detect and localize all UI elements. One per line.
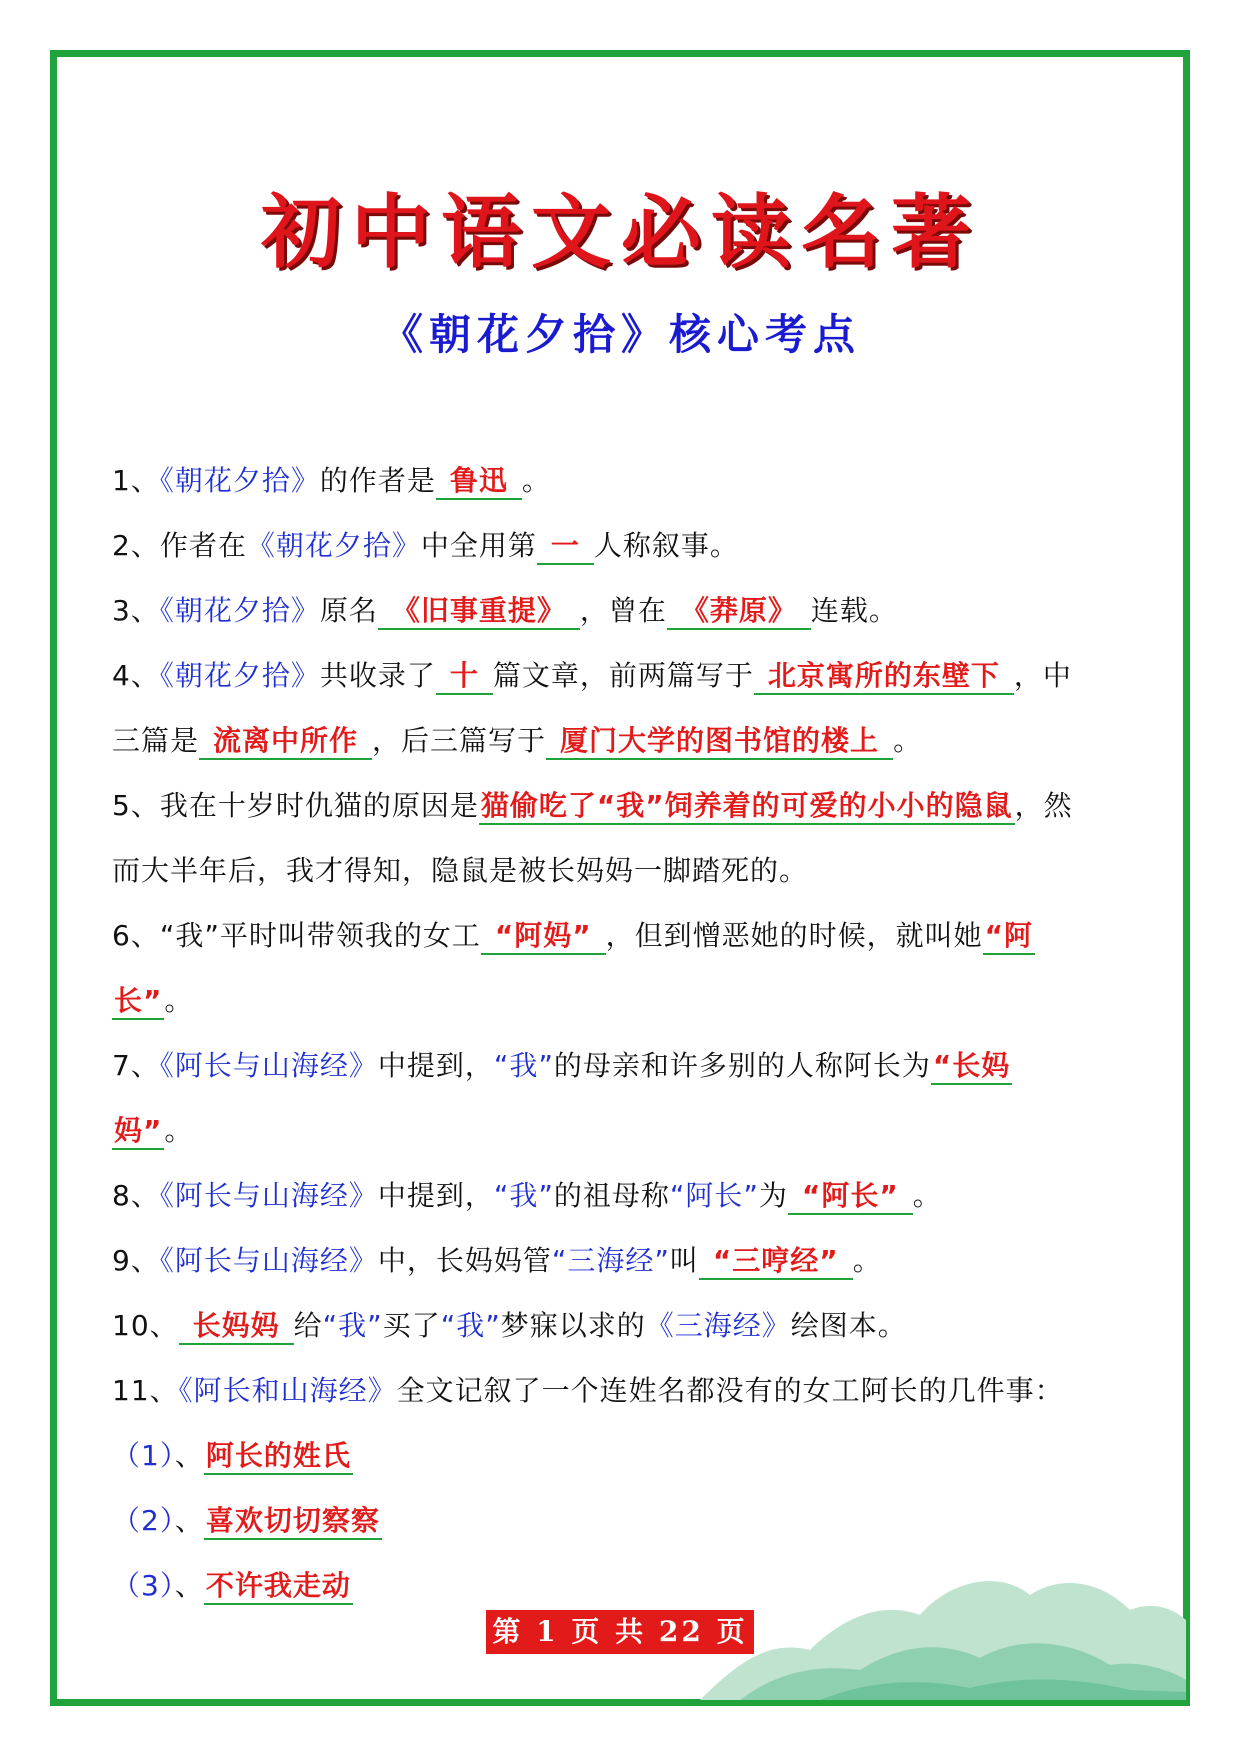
book-title: 《阿长与山海经》 — [159, 1244, 378, 1277]
question-8: 8、《阿长与山海经》中提到，“我”的祖母称“阿长”为 “阿长” 。 — [112, 1163, 1142, 1228]
mountain-decoration — [700, 1540, 1186, 1700]
page-subtitle: 《朝花夕拾》核心考点 — [380, 310, 861, 359]
answer-blank: 鲁迅 — [436, 464, 522, 500]
question-9: 9、《阿长与山海经》中，长妈妈管“三海经”叫 “三哼经” 。 — [112, 1228, 1142, 1293]
book-title: 《朝花夕拾》 — [159, 659, 320, 692]
answer-blank: 北京寓所的东壁下 — [754, 659, 1014, 695]
book-title: 《三海经》 — [645, 1309, 791, 1342]
answer-blank: “三哼经” — [699, 1244, 853, 1280]
answer-blank: 厦门大学的图书馆的楼上 — [546, 724, 893, 760]
question-10: 10、 长妈妈 给“我”买了“我”梦寐以求的《三海经》绘图本。 — [112, 1293, 1142, 1358]
sub-item-2: （2）、喜欢切切察察 — [112, 1488, 1142, 1553]
question-3: 3、《朝花夕拾》原名 《旧事重提》 ，曾在 《莽原》 连载。 — [112, 578, 1142, 643]
question-list — [112, 448, 1142, 1618]
question-6: 6、“我”平时叫带领我的女工 “阿妈” ，但到憎恶她的时候，就叫她“阿 — [112, 903, 1142, 968]
question-4-cont: 三篇是 流离中所作 ，后三篇写于 厦门大学的图书馆的楼上 。 — [112, 708, 1142, 773]
question-2: 2、作者在《朝花夕拾》中全用第 一 人称叙事。 — [112, 513, 1142, 578]
answer-blank: 猫偷吃了“我”饲养着的可爱的小小的隐鼠 — [479, 789, 1015, 825]
sub-item-1: （1）、阿长的姓氏 — [112, 1423, 1142, 1488]
book-title: 《阿长与山海经》 — [159, 1049, 378, 1082]
question-1: 1、《朝花夕拾》的作者是 鲁迅 。 — [112, 448, 1142, 513]
book-title: 《朝花夕拾》 — [159, 464, 320, 497]
question-7: 7、《阿长与山海经》中提到，“我”的母亲和许多别的人称阿长为“长妈 — [112, 1033, 1142, 1098]
answer-blank: 《旧事重提》 — [378, 594, 580, 630]
book-title: 《朝花夕拾》 — [246, 529, 421, 562]
answer-blank: 十 — [436, 659, 493, 695]
answer-blank: “阿妈” — [481, 919, 606, 955]
question-6-cont: 长”。 — [112, 968, 1142, 1033]
question-7-cont: 妈”。 — [112, 1098, 1142, 1163]
page-title: 初中语文必读名著 — [261, 185, 981, 279]
answer-blank: 一 — [537, 529, 594, 565]
sub-item-3: （3）、不许我走动 — [112, 1553, 1142, 1618]
answer-blank: 长” — [112, 984, 164, 1020]
question-5-cont: 而大半年后，我才得知，隐鼠是被长妈妈一脚踏死的。 — [112, 854, 809, 887]
answer-blank: “阿 — [983, 919, 1035, 955]
answer-blank: 不许我走动 — [204, 1569, 353, 1605]
answer-blank: “阿长” — [788, 1179, 913, 1215]
page-footer: 第 1 页 共 22 页 — [486, 1610, 754, 1654]
question-5: 5、我在十岁时仇猫的原因是猫偷吃了“我”饲养着的可爱的小小的隐鼠，然 — [112, 773, 1142, 838]
book-title: 《朝花夕拾》 — [159, 594, 320, 627]
answer-blank: 《莽原》 — [667, 594, 811, 630]
book-title: 《阿长与山海经》 — [159, 1179, 378, 1212]
question-11: 11、《阿长和山海经》全文记叙了一个连姓名都没有的女工阿长的几件事： — [112, 1374, 1064, 1407]
answer-blank: 流离中所作 — [199, 724, 372, 760]
answer-blank: 妈” — [112, 1114, 164, 1150]
question-4: 4、《朝花夕拾》共收录了 十 篇文章，前两篇写于 北京寓所的东壁下 ，中 — [112, 643, 1142, 708]
answer-blank: 阿长的姓氏 — [204, 1439, 353, 1475]
answer-blank: 喜欢切切察察 — [204, 1504, 382, 1540]
answer-blank: “长妈 — [931, 1049, 1012, 1085]
answer-blank: 长妈妈 — [179, 1309, 294, 1345]
book-title: 《阿长和山海经》 — [178, 1374, 397, 1407]
